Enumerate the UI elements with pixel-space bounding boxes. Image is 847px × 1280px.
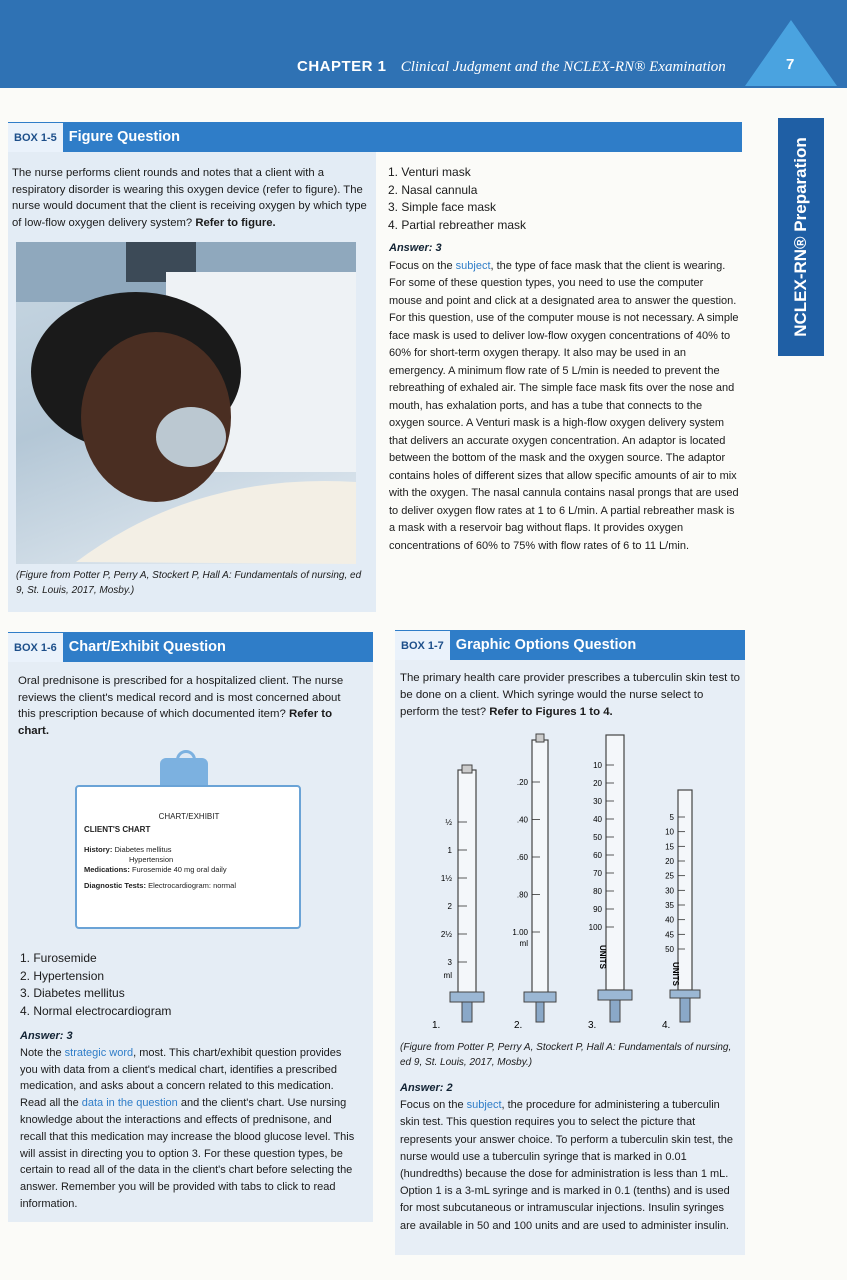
syringe-tick-label: 50 xyxy=(593,833,602,842)
answer-label: Answer: 2 xyxy=(400,1082,453,1094)
syringe-tick-label: .20 xyxy=(516,778,528,787)
answer-text-end: and the client's chart. Use nursing knowledge about the interactions and effects of prednisone, and recall that this medication may increase the blood glucose level. This will assist in directing you to option 3. For these question types, be certain to read all of the data in the client's chart before selecting the answer. Remember you will be provided with tabs to click to read information. xyxy=(20,1097,355,1210)
option-4: 4. Normal electrocardiogram xyxy=(20,1003,172,1018)
syringe-tick-label: 70 xyxy=(593,869,602,878)
syringe-tick-label: 20 xyxy=(665,857,674,866)
chart-history-1: Diabetes mellitus xyxy=(114,845,172,854)
option-2: 2. Hypertension xyxy=(20,968,105,983)
syringe-unit-label: UNITS xyxy=(671,962,680,986)
option-1: 1. Furosemide xyxy=(20,951,97,965)
box-1-5-tag: BOX 1-5 xyxy=(8,123,63,153)
chart-heading: CHART/EXHIBIT xyxy=(158,812,220,821)
syringe-figures xyxy=(410,730,740,1030)
syringe-tick-label: 30 xyxy=(593,797,602,806)
syringe-unit-label: ml xyxy=(443,971,452,980)
syringe-tick-label: ½ xyxy=(445,818,452,827)
box-1-5-figure-credit: (Figure from Potter P, Perry A, Stockert P, Hall A: Fundamentals of nursing, ed 9, St. Louis, 2017, Mosby.) xyxy=(16,570,362,596)
syringe-insulin-50 xyxy=(670,790,700,1022)
side-tab-label: NCLEX-RN® Preparation xyxy=(791,137,810,337)
box-1-7-figure-credit: (Figure from Potter P, Perry A, Stockert P, Hall A: Fundamentals of nursing, ed 9, St. Louis, 2017, Mosby.) xyxy=(400,1042,732,1068)
box-1-5-header xyxy=(8,122,742,152)
chart-history-label: History: xyxy=(84,845,113,854)
answer-text: Note the xyxy=(20,1046,65,1059)
syringe-tick-label: 2½ xyxy=(440,930,452,939)
option-3: 3. Simple face mask xyxy=(388,200,497,214)
syringe-tick-label: .80 xyxy=(516,890,528,900)
syringe-tick-label: .60 xyxy=(516,853,528,862)
syringe-tick-label: .40 xyxy=(516,815,528,825)
box-1-6-title: Chart/Exhibit Question xyxy=(68,639,226,655)
question-text: The nurse performs client rounds and notes that a client with a respiratory disorder is wearing this oxygen device (refer to figure). The nurse would document that the client is receiving oxygen by which type of low-flow oxygen delivery system? xyxy=(12,167,367,229)
question-refer: Refer to chart. xyxy=(18,708,333,737)
figure-number: 4. xyxy=(662,1020,671,1030)
box-1-7-answer xyxy=(400,1080,740,1235)
syringe-tick-label: 15 xyxy=(665,842,674,852)
syringe-tick-label: 20 xyxy=(593,779,602,788)
chart-tests-label: Diagnostic Tests: xyxy=(84,881,146,890)
box-1-7-header xyxy=(395,630,745,660)
syringe-tick-label: 30 xyxy=(665,886,674,896)
answer-label: Answer: 3 xyxy=(20,1030,73,1042)
syringe-tick-label: 1 xyxy=(447,846,452,855)
box-1-5-question xyxy=(12,165,367,231)
chapter-title: Clinical Judgment and the NCLEX-RN® Examination xyxy=(400,59,726,75)
box-1-7-title: Graphic Options Question xyxy=(455,637,637,653)
chart-history-2: Hypertension xyxy=(129,855,174,864)
question-refer: Refer to Figures 1 to 4. xyxy=(489,706,613,718)
option-4: 4. Partial rebreather mask xyxy=(388,217,527,232)
syringe-tick-label: 40 xyxy=(593,815,602,824)
question-refer: Refer to figure. xyxy=(195,216,276,229)
box-1-6-answer xyxy=(20,1028,360,1213)
syringe-tick-label: 60 xyxy=(593,851,602,860)
answer-text: Focus on the xyxy=(400,1099,467,1112)
chart-meds: Furosemide 40 mg oral daily xyxy=(131,865,227,874)
box-1-6-question xyxy=(18,673,358,739)
option-1: 1. Venturi mask xyxy=(388,165,471,179)
syringe-tick-label: 45 xyxy=(665,930,674,940)
syringe-insulin-100 xyxy=(598,735,632,1022)
chapter-header xyxy=(0,0,847,88)
patient-face-mask-image xyxy=(16,242,356,564)
question-text: Oral prednisone is prescribed for a hospitalized client. The nurse reviews the client's medical record and is most concerned about this prescription because of which documented item? xyxy=(18,675,344,720)
chart-tests: Electrocardiogram: normal xyxy=(148,881,237,890)
syringe-unit-label: UNITS xyxy=(598,945,607,969)
chart-meds-label: Medications: xyxy=(84,865,130,874)
oxygen-mask-photo xyxy=(16,242,356,564)
answer-highlight-1: strategic word xyxy=(64,1046,134,1059)
syringe-tick-label: 10 xyxy=(665,827,674,837)
syringe-tick-label: 40 xyxy=(665,915,674,925)
figure-number: 2. xyxy=(514,1020,523,1030)
option-2: 2. Nasal cannula xyxy=(388,182,478,197)
answer-highlight: subject xyxy=(466,1099,502,1112)
syringe-tick-label: 10 xyxy=(593,761,602,770)
answer-label: Answer: 3 xyxy=(389,242,442,254)
syringe-tick-label: 1½ xyxy=(440,874,452,883)
syringe-tick-label: 35 xyxy=(665,901,674,910)
answer-highlight: subject xyxy=(455,259,491,272)
answer-text-cont: , the procedure for administering a tuberculin skin test. This question requires you to select the picture that represents your answer choice. To perform a tuberculin skin test, the nurse would use a tuberculin syringe that is marked in 0.01 (hundredths) because the dose for administration is less than 1 mL. Option 1 is a 3-mL syringe and is marked in 0.1 (tenths) and is used for most subcutaneous or intramuscular injections. Insulin syringes are available in 50 and 100 units and are used to administer insulin. xyxy=(400,1099,734,1232)
page-number-badge xyxy=(745,20,837,86)
syringe-tick-label: 100 xyxy=(588,923,602,932)
figure-number: 3. xyxy=(588,1020,597,1030)
box-1-7-question xyxy=(400,670,740,721)
syringe-tick-label: 2 xyxy=(447,902,452,911)
chapter-label: CHAPTER 1 xyxy=(297,58,387,75)
option-3: 3. Diabetes mellitus xyxy=(20,986,125,1000)
box-1-5-answer xyxy=(389,240,739,555)
answer-text-cont: , the type of face mask that the client is wearing. For some of these question types, you need to use the computer mouse and point and click at a designated area to answer the question. For this question, use of the computer mouse is not necessary. A simple face mask is used to deliver low-flow oxygen concentrations of 40% to 60% for short-term oxygen therapy. It also may be used in an emergency. A minimum flow rate of 5 L/min is needed to prevent the rebreathing of exhaled air. The simple face mask fits over the nose and mouth, has exhalation ports, and has a tube that connects to the oxygen source. A Venturi mask is a high-flow oxygen delivery system that delivers an accurate oxygen concentration. An adaptor is located between the bottom of the mask and the oxygen source. The adaptor contains holes of different sizes that allow specific amounts of air to mix with the oxygen. The nasal cannula contains nasal prongs that are used to deliver oxygen flow rates at 1 to 6 L/min. A partial rebreather mask is a mask with a reservoir bag without flaps. It provides oxygen concentrations of 60% to 75% with flow rates of 6 to 11 L/min. xyxy=(389,259,739,552)
box-1-6-tag: BOX 1-6 xyxy=(8,633,63,663)
client-chart xyxy=(84,812,294,891)
figure-number: 1. xyxy=(432,1020,441,1030)
box-1-5-title: Figure Question xyxy=(68,129,180,145)
syringe-tick-label: 80 xyxy=(593,887,602,896)
syringe-tick-label: 25 xyxy=(665,871,674,881)
side-tab xyxy=(778,118,824,356)
syringe-tick-label: 90 xyxy=(593,905,602,914)
page-number: 7 xyxy=(786,56,795,73)
syringe-tick-label: 5 xyxy=(669,813,674,822)
box-1-7-tag: BOX 1-7 xyxy=(395,631,450,661)
syringe-tick-label: 1.00 xyxy=(512,928,528,937)
box-1-6-options xyxy=(20,950,360,1020)
answer-highlight-2: data in the question xyxy=(81,1097,178,1110)
question-text: The primary health care provider prescribes a tuberculin skin test to be done on a client. Which syringe would the nurse select to perform the test? xyxy=(400,672,740,718)
chart-subheading: CLIENT'S CHART xyxy=(84,825,151,834)
box-1-5-options xyxy=(388,164,738,234)
chapter-heading xyxy=(297,58,726,76)
answer-text-cont: , most. This chart/exhibit question provides you with data from a client's medical chart, identifies a prescribed medication, and asks about a concern related to this medication. Read all the xyxy=(20,1046,342,1110)
syringe-tuberculin xyxy=(524,734,556,1022)
syringe-tick-label: 50 xyxy=(665,945,674,954)
syringe-tick-label: 3 xyxy=(447,958,452,967)
syringe-unit-label: ml xyxy=(519,939,528,948)
box-1-6-header xyxy=(8,632,373,662)
clipboard-clip xyxy=(160,758,208,788)
answer-text: Focus on the xyxy=(389,259,456,272)
